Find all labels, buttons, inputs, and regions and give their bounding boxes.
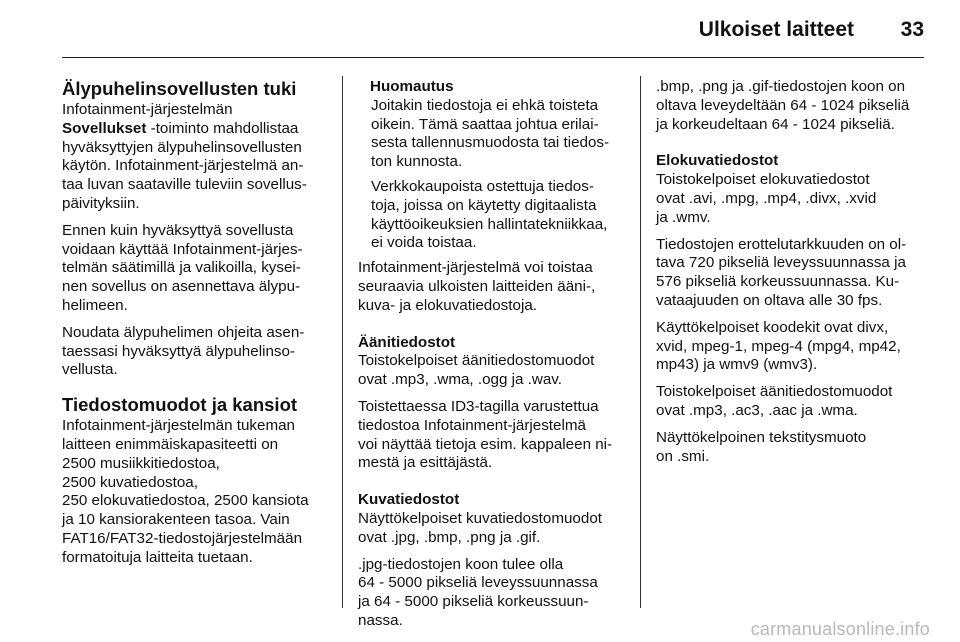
header-divider — [62, 57, 924, 58]
spacer — [358, 481, 630, 491]
text-line: laitteen enimmäiskapasiteetti on — [62, 435, 279, 453]
text-line: oltava leveydeltään 64 - 1024 pikseliä — [656, 96, 910, 114]
text-line: on .smi. — [656, 447, 710, 465]
text-line: Ennen kuin hyväksyttyä sovellusta — [62, 221, 294, 239]
text-line: Toistokelpoiset äänitiedostomuodot — [358, 352, 595, 370]
paragraph-playable-types — [358, 259, 630, 315]
text-line: Verkkokaupoista ostettuja tiedos- — [371, 177, 594, 195]
paragraph-video-resolution — [656, 236, 932, 311]
section-title-smartphone-apps: Älypuhelinsovellusten tuki — [62, 78, 297, 99]
text-line: Infotainment-järjestelmän — [62, 101, 233, 118]
section-title-file-formats: Tiedostomuodot ja kansiot — [62, 394, 298, 416]
text-line: ovat .mp3, .wma, .ogg ja .wav. — [358, 371, 562, 389]
paragraph-video-formats — [656, 171, 932, 227]
text-line: Käyttökelpoiset koodekit ovat divx, — [656, 318, 889, 336]
text-line: hyväksyttyjen älypuhelinsovellusten — [62, 138, 302, 156]
header-title: Ulkoiset laitteet — [698, 18, 854, 41]
paragraph-apps-instructions — [62, 324, 334, 380]
subheading-audio-files: Äänitiedostot — [358, 333, 456, 351]
text-line: tava 720 pikseliä leveyssuunnassa ja — [656, 254, 906, 272]
text-line: Infotainment-järjestelmä voi toistaa — [358, 259, 593, 277]
text-line: Toistokelpoiset äänitiedostomuodot — [656, 383, 893, 401]
text-line: ja .wmv. — [656, 208, 711, 226]
paragraph-audio-formats — [358, 352, 630, 390]
column-3 — [656, 78, 932, 474]
page-number: 33 — [900, 18, 924, 41]
text-line: 250 elokuvatiedostoa, 2500 kansiota — [62, 492, 309, 510]
text-line — [62, 120, 334, 139]
text-line: 2500 kuvatiedostoa, — [62, 473, 198, 491]
paragraph-bmp-size — [656, 78, 932, 134]
text-line: Toistokelpoiset elokuvatiedostot — [656, 171, 870, 189]
text-line: seuraavia ulkoisten laitteiden ääni-, — [358, 277, 596, 295]
watermark: carmanualsonline.info — [750, 619, 930, 639]
text-line: .bmp, .png ja .gif-tiedostojen koon on — [656, 78, 906, 95]
text-line: Noudata älypuhelimen ohjeita asen- — [62, 323, 305, 341]
subheading-image-files: Kuvatiedostot — [358, 491, 460, 509]
text-line: FAT16/FAT32-tiedostojärjestelmään — [62, 529, 303, 547]
text-line: Toistettaessa ID3-tagilla varustettua — [358, 397, 599, 415]
text-line: ovat .jpg, .bmp, .png ja .gif. — [358, 528, 541, 546]
text-line: nen sovellus on asennettava älypu- — [62, 278, 301, 296]
column-2 — [358, 78, 630, 639]
text-line: ovat .mp3, .ac3, .aac ja .wma. — [656, 401, 858, 419]
subheading-video-files: Elokuvatiedostot — [656, 152, 779, 170]
paragraph-capacity — [62, 417, 334, 567]
spacer — [656, 142, 932, 152]
spacer — [358, 324, 630, 334]
text-line: ja 64 - 5000 pikseliä korkeussuun- — [358, 593, 589, 611]
text-line: 576 pikseliä korkeussuunnassa. Ku- — [656, 273, 900, 291]
paragraph-id3 — [358, 398, 630, 473]
text-line: ja korkeudeltaan 64 - 1024 pikseliä. — [656, 115, 895, 133]
text-line: sesta tallennusmuodosta tai tiedos- — [371, 134, 610, 152]
text-line: nassa. — [358, 611, 403, 629]
paragraph-subtitle-format — [656, 429, 932, 467]
text-line: voi näyttää tietoja esim. kappaleen ni- — [358, 435, 613, 453]
text-line: mp43) ja wmv9 (wmv3). — [656, 356, 818, 374]
note-paragraph-2 — [371, 178, 630, 253]
text-line: taessasi hyväksyttyä älypuhelinso- — [62, 342, 295, 360]
text-line: ton kunnosta. — [371, 153, 463, 171]
text-line: 64 - 5000 pikseliä leveyssuunnassa — [358, 574, 598, 592]
text-line: Tiedostojen erottelutarkkuuden on ol- — [656, 235, 907, 253]
text-line: mestä ja esittäjästä. — [358, 454, 493, 472]
paragraph-image-formats — [358, 510, 630, 548]
text-line: päivityksiin. — [62, 194, 140, 212]
text-line: .jpg-tiedostojen koon tulee olla — [358, 555, 564, 573]
paragraph-video-audio-formats — [656, 383, 932, 421]
column-divider-1 — [342, 76, 343, 608]
note-paragraph-1 — [371, 97, 630, 172]
text-line: toja, joissa on käytetty digitaalista — [371, 196, 597, 214]
text-line: Infotainment-järjestelmän tukeman — [62, 417, 295, 435]
text-line: käytön. Infotainment-järjestelmä an- — [62, 157, 304, 175]
paragraph-codecs — [656, 319, 932, 375]
text-line: telmän säätimillä ja valikoilla, kysei- — [62, 259, 301, 277]
apps-term: Sovellukset — [62, 119, 147, 137]
text-line: formatoituja laitteita tuetaan. — [62, 548, 253, 566]
text-line: 2500 musiikkitiedostoa, — [62, 454, 220, 472]
text-line: voidaan käyttää Infotainment-järjes- — [62, 240, 303, 258]
text-line: Joitakin tiedostoja ei ehkä toisteta — [371, 96, 599, 114]
text-line: kuva- ja elokuvatiedostoja. — [358, 296, 537, 314]
note-box — [358, 78, 630, 253]
note-title: Huomautus — [370, 78, 454, 95]
column-divider-2 — [640, 76, 641, 608]
text-fragment: -toiminto mahdollistaa — [150, 119, 299, 137]
text-line: ja 10 kansiorakenteen tasoa. Vain — [62, 511, 290, 529]
column-1 — [62, 78, 334, 576]
text-line: käyttöoikeuksien hallintatekniikkaa, — [371, 215, 608, 233]
text-line: ei voida toistaa. — [371, 234, 477, 252]
page-header — [62, 16, 924, 60]
text-line: taa luvan saataville tuleviin sovellus- — [62, 176, 307, 194]
text-line: oikein. Tämä saattaa johtua erilai- — [371, 115, 599, 133]
paragraph-apps-intro — [62, 101, 334, 214]
text-line: tiedostoa Infotainment-järjestelmä — [358, 416, 586, 434]
text-line: vataajuuden on oltava alle 30 fps. — [656, 291, 883, 309]
text-line: helimeen. — [62, 296, 128, 314]
paragraph-jpg-size — [358, 556, 630, 631]
paragraph-apps-install — [62, 222, 334, 316]
text-line: ovat .avi, .mpg, .mp4, .divx, .xvid — [656, 189, 877, 207]
text-line: xvid, mpeg-1, mpeg-4 (mpg4, mp42, — [656, 337, 901, 355]
text-line: Näyttökelpoinen tekstitysmuoto — [656, 428, 867, 446]
text-line: vellusta. — [62, 361, 118, 379]
text-line: Näyttökelpoiset kuvatiedostomuodot — [358, 509, 602, 527]
